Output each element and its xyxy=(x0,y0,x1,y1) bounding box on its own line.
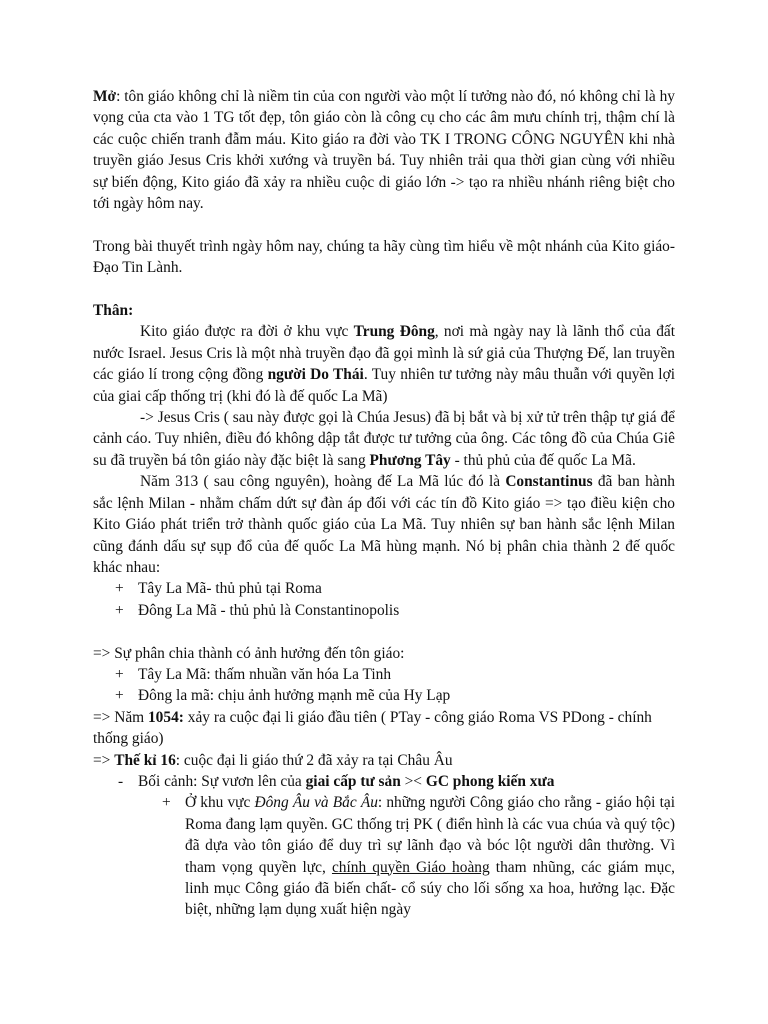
intro2-paragraph: Trong bài thuyết trình ngày hôm nay, chúng ta hãy cùng tìm hiểu về một nhánh của Kito giáo- Đạo Tin Lành. xyxy=(93,237,675,277)
text-run: Bối cảnh: Sự vươn lên của xyxy=(138,772,306,790)
text-run: . Tuy nhiên tư tưởng này mâu thuẫn với quyền lợi của giai cấp thống trị (khi đó là đế quốc La Mã) xyxy=(93,366,675,405)
list-item xyxy=(93,664,675,685)
plus-bullet-icon: + xyxy=(115,601,124,619)
bold-run: Trung Đông xyxy=(353,323,435,341)
text-run: -> Jesus Cris ( sau này được gọi là Chúa Jesus) đã bị bắt và bị xử tử trên thập tự giá để cảnh cáo. Tuy nhiên, điều đó không dập tắt được tư tưởng của ông. Các tông đồ của Chúa Giê su đã truyền bá tôn giáo này đặc biệt là sang xyxy=(93,409,675,469)
list-item xyxy=(93,685,675,706)
spacer xyxy=(93,621,675,642)
text-run: - thủ phủ của đế quốc La Mã. xyxy=(450,451,636,469)
text-run: Ở khu vực xyxy=(185,794,255,812)
text-run: xảy ra cuộc đại li giáo đầu tiên ( PTay - công giáo Roma VS PDong - chính thống giáo) xyxy=(93,708,652,748)
bold-run: Thế kỉ 16 xyxy=(114,751,176,769)
plus-bullet-icon: + xyxy=(115,580,124,598)
italic-run: Đông Âu và Bắc Âu xyxy=(254,794,378,812)
intro-paragraph xyxy=(93,86,675,214)
schism-16th-century-line xyxy=(93,750,675,771)
origin-paragraph xyxy=(93,321,675,407)
bold-run: 1054: xyxy=(147,708,184,726)
bold-run: GC phong kiến xưa xyxy=(425,772,555,790)
text-run: : những người Công giáo cho rằng - giáo hội tại Roma đang lạm quyền. GC thống trị PK ( điển hình là các vua chúa và quý tộc) đã dựa vào tôn giáo để duy trì sự lãnh đạo và bóc lột người dân thường. Vì tham vọng quyền lực, xyxy=(185,794,675,876)
list-item-text: Đông La Mã - thủ phủ là Constantinopolis xyxy=(138,601,400,619)
text-run: >< xyxy=(400,772,426,790)
crucifixion-paragraph xyxy=(93,407,675,471)
text-run: => xyxy=(93,751,115,769)
underlined-run: chính quyền Giáo hoàng xyxy=(331,858,490,876)
list-item-text: Tây La Mã: thấm nhuần văn hóa La Tinh xyxy=(138,665,392,683)
dash-bullet-icon: - xyxy=(118,772,124,790)
body-heading xyxy=(93,300,675,321)
plus-bullet-icon: + xyxy=(162,794,171,812)
spacer xyxy=(93,214,675,235)
text-run: , nơi mà ngày nay là lãnh thổ của đất nước Israel. Jesus Cris là một nhà truyền đạo đã gọi mình là sứ giả của Thượng Đế, lan truyền các giáo lí trong cộng đồng xyxy=(93,323,675,384)
bold-run: Phương Tây xyxy=(369,451,451,469)
detail-item xyxy=(93,792,675,920)
text-run: tham nhũng, các giám mục, linh mục Công giáo đã biến chất- cổ súy cho lối sống xa hoa, hưởng lạc. Đặc biệt, những lạm dụng xuất hiện ngày xyxy=(185,858,675,919)
spacer xyxy=(93,279,675,300)
bold-run: người Do Thái xyxy=(267,366,364,384)
context-item xyxy=(93,771,675,792)
bold-run: Constantinus xyxy=(505,473,593,491)
schism-1054-line xyxy=(93,707,675,750)
intro-text: : tôn giáo không chỉ là niềm tin của con người vào một lí tưởng nào đó, nó không chỉ là hy vọng của cta vào 1 TG tốt đẹp, tôn giáo còn là công cụ cho các âm mưu chính trị, thậm chí là các cuộc chiến tranh đẫm máu. Kito giáo ra đời vào TK I TRONG CÔNG NGUYÊN khi nhà truyền giáo Jesus Cris khởi xướng và truyền bá. Tuy nhiên trải qua thời gian cùng với nhiều sự biến động, Kito giáo đã xảy ra nhiều cuộc di giáo lớn -> tạo ra nhiều nhánh riêng biệt cho tới ngày hôm nay. xyxy=(93,88,675,213)
text-run: Kito giáo được ra đời ở khu vực xyxy=(140,323,354,341)
milan-edict-paragraph xyxy=(93,471,675,578)
body-heading-text: Thân: xyxy=(93,302,134,320)
text-run: đã ban hành sắc lệnh Milan - nhằm chấm dứt sự đàn áp đối với các tín đồ Kito giáo => tạo điều kiện cho Kito Giáo phát triển trở thành quốc giáo của La Mã. Tuy nhiên sự ban hành sắc lệnh Milan cũng đánh dấu sự sụp đổ của đế quốc La Mã hùng mạnh. Nó bị phân chia thành 2 đế quốc khác nhau: xyxy=(93,473,675,576)
list-item-text: Đông la mã: chịu ảnh hưởng mạnh mẽ của Hy Lạp xyxy=(138,687,451,705)
list-item xyxy=(93,600,675,621)
list-item-text: Tây La Mã- thủ phủ tại Roma xyxy=(138,580,322,598)
text-run: : cuộc đại li giáo thứ 2 đã xảy ra tại Châu Âu xyxy=(175,751,453,769)
intro-label: Mở xyxy=(93,88,117,105)
plus-bullet-icon: + xyxy=(115,687,124,705)
text-run: Năm 313 ( sau công nguyên), hoàng đế La Mã lúc đó là xyxy=(140,473,506,491)
text-run: => Năm xyxy=(93,708,148,726)
document-page xyxy=(93,86,675,921)
list-item xyxy=(93,578,675,599)
plus-bullet-icon: + xyxy=(115,665,124,683)
bold-run: giai cấp tư sản xyxy=(305,772,401,790)
influence-line: => Sự phân chia thành có ảnh hưởng đến tôn giáo: xyxy=(93,644,405,662)
